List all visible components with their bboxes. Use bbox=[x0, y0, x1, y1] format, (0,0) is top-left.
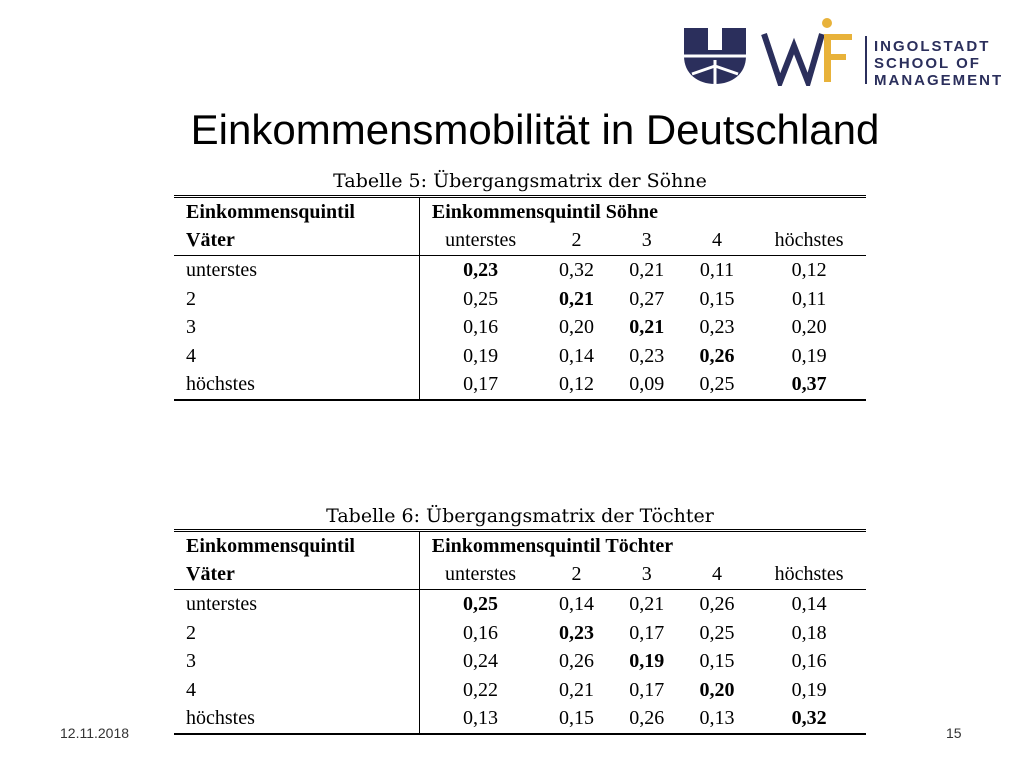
table-row bbox=[174, 590, 866, 619]
column-header: 4 bbox=[682, 227, 752, 256]
table-cell: 0,27 bbox=[629, 287, 665, 310]
table-cell: 0,18 bbox=[791, 621, 827, 644]
table-cell: 0,15 bbox=[699, 650, 735, 673]
table-cell: 0,12 bbox=[559, 373, 594, 396]
footer-date: 12.11.2018 bbox=[60, 725, 130, 741]
table-cell: 0,20 bbox=[699, 678, 735, 701]
table-cell: 0,23 bbox=[629, 344, 665, 367]
table-cell: 0,25 bbox=[463, 287, 499, 310]
table-cell: 0,09 bbox=[629, 373, 665, 396]
column-header: 2 bbox=[541, 561, 611, 590]
table-5-column-row bbox=[174, 227, 866, 256]
row-header-2: Väter bbox=[174, 561, 419, 590]
table-cell: 0,21 bbox=[558, 678, 594, 701]
row-label: 2 bbox=[174, 619, 419, 648]
table-cell: 0,25 bbox=[699, 373, 735, 396]
table-cell: 0,13 bbox=[699, 707, 735, 730]
table-cell: 0,11 bbox=[699, 258, 735, 281]
group-header: Einkommensquintil Söhne bbox=[431, 200, 659, 223]
column-header: 3 bbox=[612, 561, 682, 590]
table-cell: 0,23 bbox=[699, 316, 735, 339]
table-cell: 0,26 bbox=[558, 650, 594, 673]
table-6-group-row bbox=[174, 531, 866, 561]
logo-wordmark bbox=[874, 38, 1003, 89]
row-label: unterstes bbox=[174, 590, 419, 619]
table-cell: 0,21 bbox=[629, 316, 665, 339]
table-5-matrix bbox=[174, 195, 866, 401]
table-cell: 0,12 bbox=[791, 258, 827, 281]
logo-divider bbox=[865, 36, 867, 84]
column-header: unterstes bbox=[419, 227, 541, 256]
column-header: 4 bbox=[682, 561, 752, 590]
table-5 bbox=[174, 168, 866, 401]
table-cell: 0,22 bbox=[463, 678, 499, 701]
row-label: 2 bbox=[174, 285, 419, 314]
table-cell: 0,21 bbox=[629, 258, 665, 281]
table-cell: 0,17 bbox=[463, 373, 499, 396]
table-cell: 0,26 bbox=[699, 344, 735, 367]
row-header-2: Väter bbox=[174, 227, 419, 256]
table-row bbox=[174, 647, 866, 676]
row-label: höchstes bbox=[174, 705, 419, 735]
page-number: 15 bbox=[946, 725, 962, 741]
table-cell: 0,25 bbox=[463, 592, 499, 615]
table-cell: 0,14 bbox=[559, 344, 594, 367]
table-cell: 0,21 bbox=[559, 287, 594, 310]
row-label: 3 bbox=[174, 647, 419, 676]
table-cell: 0,14 bbox=[558, 592, 594, 615]
table-row bbox=[174, 256, 866, 285]
logo-line-3: MANAGEMENT bbox=[874, 72, 1004, 89]
row-label: 3 bbox=[174, 313, 419, 342]
table-cell: 0,17 bbox=[629, 621, 665, 644]
table-row bbox=[174, 342, 866, 371]
row-header-1: Einkommensquintil bbox=[174, 531, 419, 561]
table-cell: 0,19 bbox=[629, 650, 665, 673]
table-6 bbox=[174, 503, 866, 735]
table-cell: 0,19 bbox=[463, 344, 499, 367]
table-cell: 0,26 bbox=[699, 592, 735, 615]
logo-line-1: INGOLSTADT bbox=[874, 38, 991, 55]
table-cell: 0,15 bbox=[558, 707, 594, 730]
table-cell: 0,37 bbox=[791, 373, 827, 396]
table-5-caption: Tabelle 5: Übergangsmatrix der Söhne bbox=[333, 170, 707, 192]
table-cell: 0,13 bbox=[463, 707, 499, 730]
table-row bbox=[174, 285, 866, 314]
table-row bbox=[174, 371, 866, 401]
table-cell: 0,16 bbox=[463, 621, 499, 644]
table-cell: 0,17 bbox=[629, 678, 665, 701]
column-header: 3 bbox=[612, 227, 682, 256]
table-row bbox=[174, 619, 866, 648]
table-cell: 0,11 bbox=[791, 287, 827, 310]
column-header: 2 bbox=[541, 227, 611, 256]
table-6-matrix bbox=[174, 529, 866, 735]
column-header: höchstes bbox=[752, 561, 866, 590]
row-label: 4 bbox=[174, 342, 419, 371]
table-cell: 0,20 bbox=[559, 316, 594, 339]
table-cell: 0,21 bbox=[629, 592, 665, 615]
table-cell: 0,24 bbox=[463, 650, 499, 673]
row-header-1: Einkommensquintil bbox=[174, 197, 419, 227]
table-cell: 0,19 bbox=[791, 678, 827, 701]
table-cell: 0,16 bbox=[463, 316, 499, 339]
table-row bbox=[174, 705, 866, 735]
row-label: höchstes bbox=[174, 371, 419, 401]
table-cell: 0,26 bbox=[629, 707, 665, 730]
table-cell: 0,14 bbox=[791, 592, 827, 615]
table-row bbox=[174, 313, 866, 342]
table-cell: 0,23 bbox=[463, 258, 499, 281]
table-cell: 0,16 bbox=[791, 650, 827, 673]
table-cell: 0,32 bbox=[791, 707, 827, 730]
table-cell: 0,20 bbox=[791, 316, 827, 339]
table-cell: 0,25 bbox=[699, 621, 735, 644]
table-row bbox=[174, 676, 866, 705]
table-cell: 0,15 bbox=[699, 287, 735, 310]
row-label: unterstes bbox=[174, 256, 419, 285]
wf-monogram-icon bbox=[760, 16, 856, 86]
row-label: 4 bbox=[174, 676, 419, 705]
slide-title: Einkommensmobilität in Deutschland bbox=[190, 106, 880, 153]
group-header: Einkommensquintil Töchter bbox=[431, 534, 674, 557]
table-cell: 0,32 bbox=[559, 258, 594, 281]
shield-logo-icon bbox=[682, 26, 748, 86]
table-6-caption: Tabelle 6: Übergangsmatrix der Töchter bbox=[326, 505, 714, 527]
logo-line-2: SCHOOL OF bbox=[874, 55, 981, 72]
table-cell: 0,19 bbox=[791, 344, 827, 367]
table-cell: 0,23 bbox=[558, 621, 594, 644]
column-header: höchstes bbox=[752, 227, 866, 256]
table-6-column-row bbox=[174, 561, 866, 590]
table-5-group-row bbox=[174, 197, 866, 227]
column-header: unterstes bbox=[419, 561, 541, 590]
